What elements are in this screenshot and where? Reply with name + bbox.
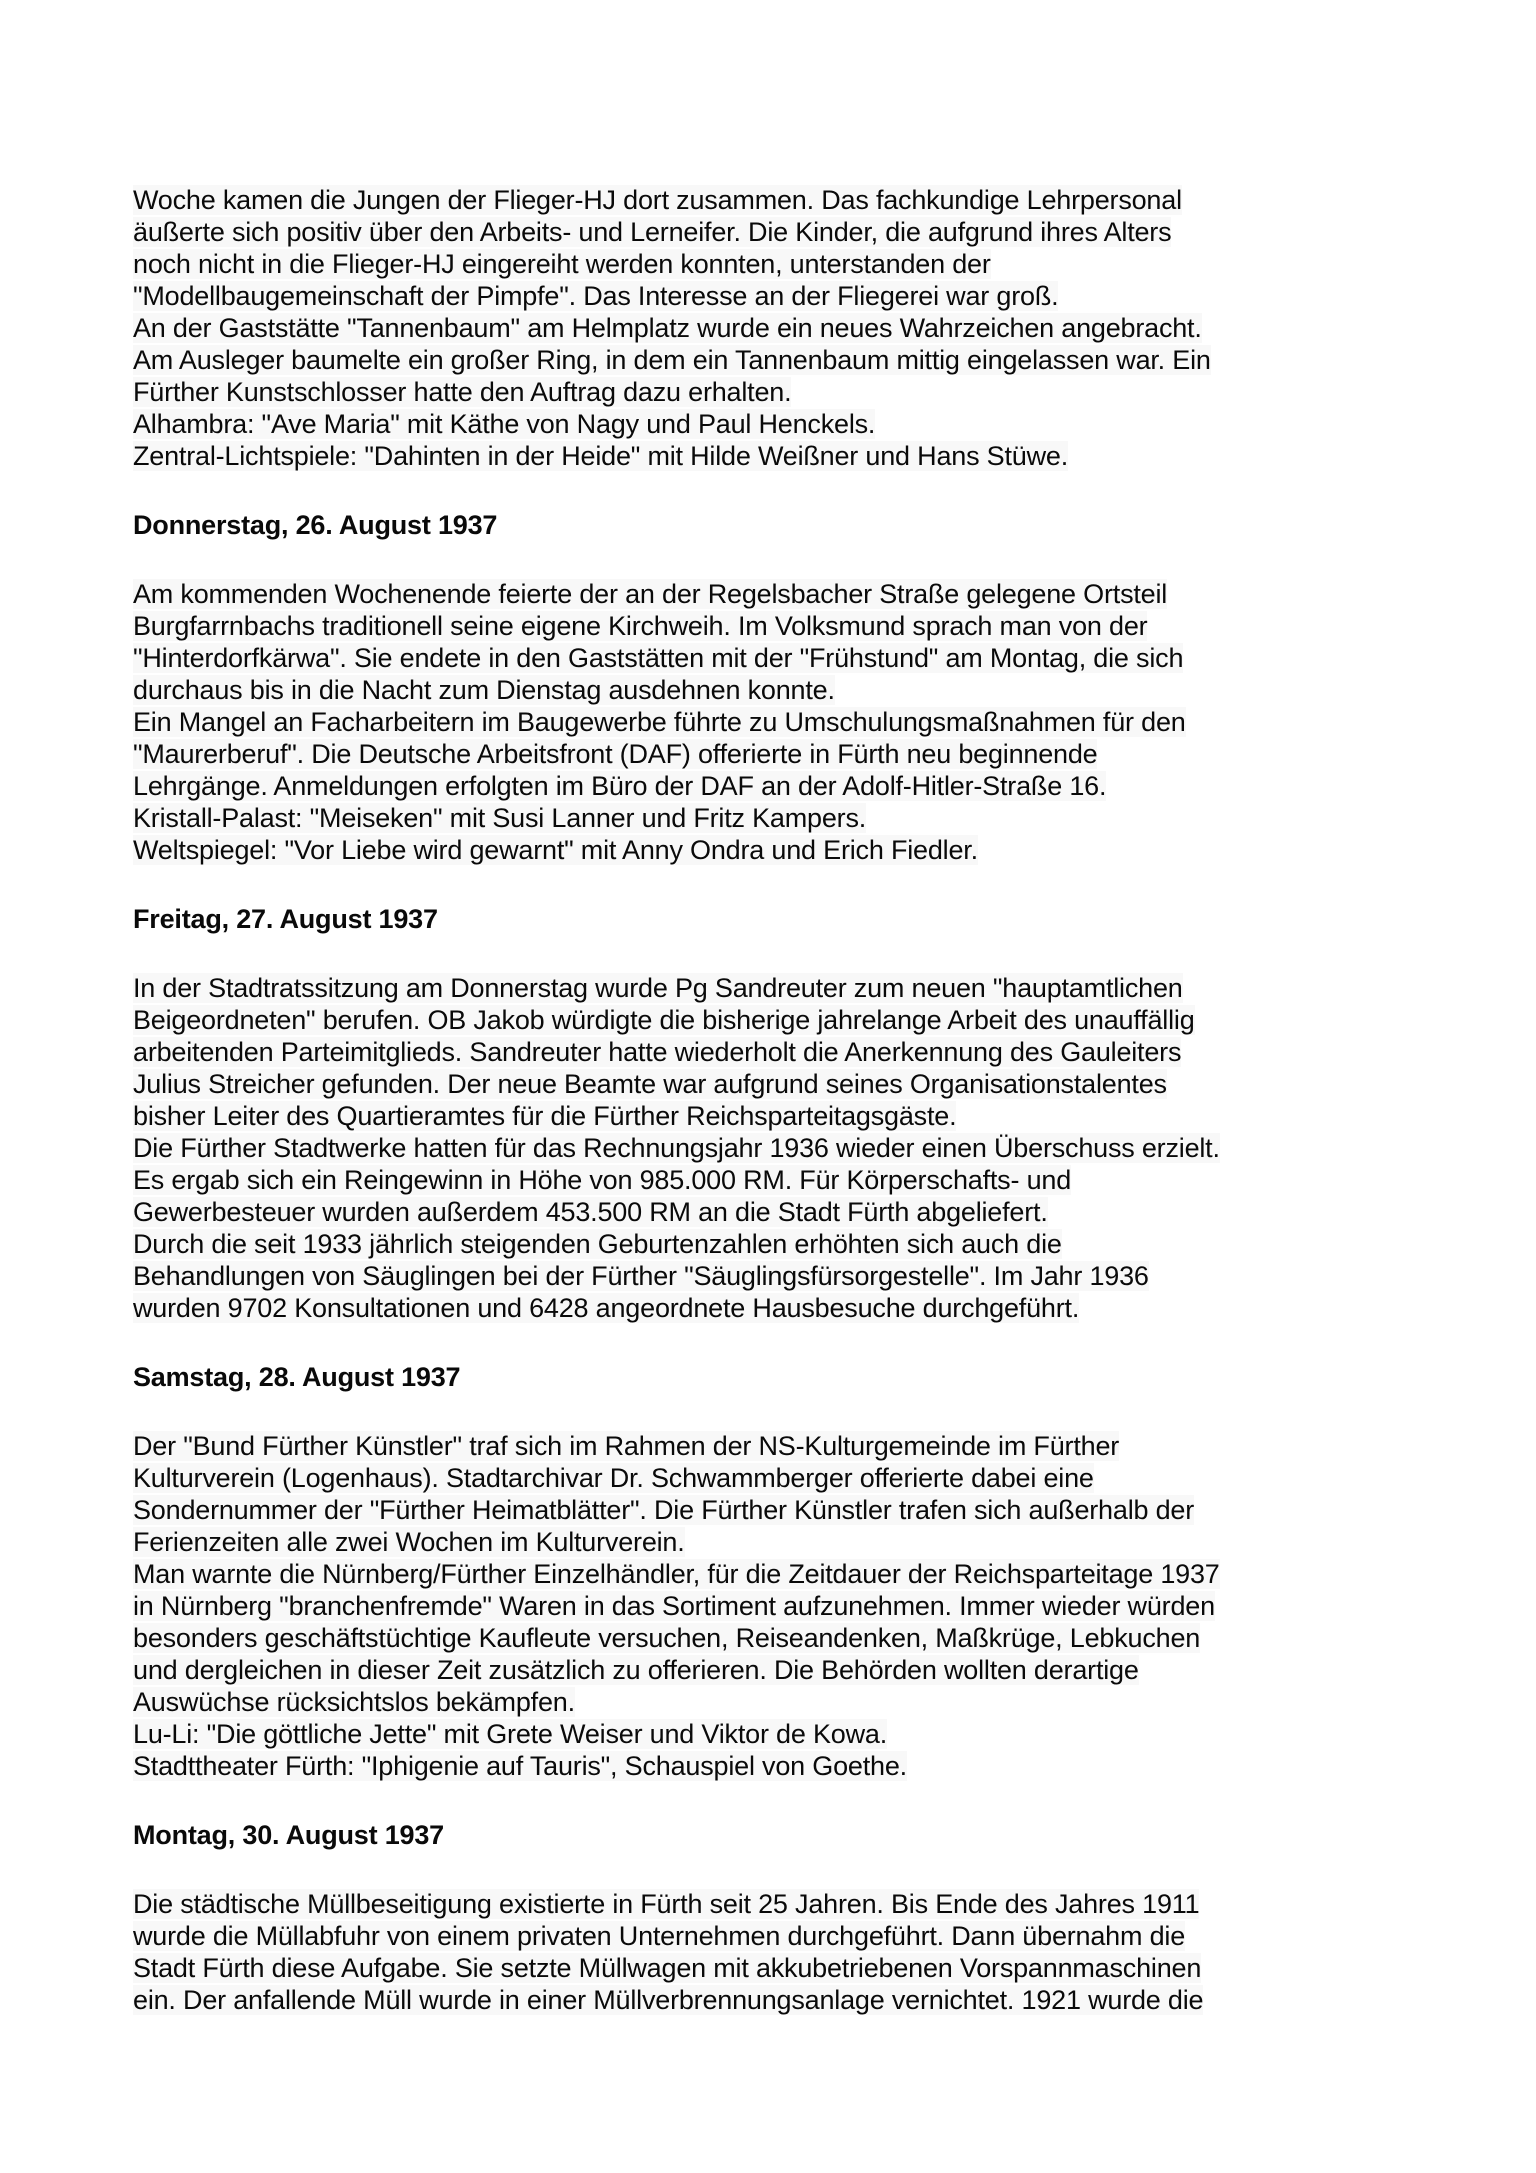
section-heading: Donnerstag, 26. August 1937 (133, 510, 498, 540)
text-line: noch nicht in die Flieger-HJ eingereiht werden konnten, unterstanden der (133, 249, 991, 279)
section-heading: Montag, 30. August 1937 (133, 1820, 444, 1850)
text-line: und dergleichen in dieser Zeit zusätzlich zu offerieren. Die Behörden wollten derartige (133, 1655, 1139, 1685)
section-heading: Samstag, 28. August 1937 (133, 1362, 461, 1392)
text-line: durchaus bis in die Nacht zum Dienstag ausdehnen konnte. (133, 675, 835, 705)
text-line: wurde die Müllabfuhr von einem privaten Unternehmen durchgeführt. Dann übernahm die (133, 1921, 1186, 1951)
text-line: Zentral-Lichtspiele: "Dahinten in der Heide" mit Hilde Weißner und Hans Stüwe. (133, 441, 1069, 471)
text-line: Am kommenden Wochenende feierte der an der Regelsbacher Straße gelegene Ortsteil (133, 579, 1168, 609)
text-line: Am Ausleger baumelte ein großer Ring, in dem ein Tannenbaum mittig eingelassen war. Ein (133, 345, 1211, 375)
text-line: Kulturverein (Logenhaus). Stadtarchivar Dr. Schwammberger offerierte dabei eine (133, 1463, 1094, 1493)
text-line: Es ergab sich ein Reingewinn in Höhe von 985.000 RM. Für Körperschafts- und (133, 1165, 1072, 1195)
text-line: besonders geschäftstüchtige Kaufleute versuchen, Reiseandenken, Maßkrüge, Lebkuchen (133, 1623, 1201, 1653)
text-line: Man warnte die Nürnberg/Fürther Einzelhändler, für die Zeitdauer der Reichsparteitage 1937 (133, 1559, 1220, 1589)
text-line: Lehrgänge. Anmeldungen erfolgten im Büro der DAF an der Adolf-Hitler-Straße 16. (133, 771, 1107, 801)
section-donnerstag-26-august-1937 (133, 509, 1436, 866)
text-line: Der "Bund Fürther Künstler" traf sich im Rahmen der NS-Kulturgemeinde im Fürther (133, 1431, 1120, 1461)
section-paragraph (133, 1430, 1436, 1782)
text-line: Durch die seit 1933 jährlich steigenden Geburtenzahlen erhöhten sich auch die (133, 1229, 1062, 1259)
text-line: Stadt Fürth diese Aufgabe. Sie setzte Müllwagen mit akkubetriebenen Vorspannmaschinen (133, 1953, 1202, 1983)
text-line: "Hinterdorfkärwa". Sie endete in den Gaststätten mit der "Frühstund" am Montag, die sich (133, 643, 1184, 673)
text-line: äußerte sich positiv über den Arbeits- und Lerneifer. Die Kinder, die aufgrund ihres Alters (133, 217, 1172, 247)
text-line: Ein Mangel an Facharbeitern im Baugewerbe führte zu Umschulungsmaßnahmen für den (133, 707, 1186, 737)
text-line: wurden 9702 Konsultationen und 6428 angeordnete Hausbesuche durchgeführt. (133, 1293, 1080, 1323)
text-line: arbeitenden Parteimitglieds. Sandreuter hatte wiederholt die Anerkennung des Gauleiters (133, 1037, 1182, 1067)
intro-paragraph (133, 184, 1436, 472)
text-line: Kristall-Palast: "Meiseken" mit Susi Lanner und Fritz Kampers. (133, 803, 867, 833)
section-heading: Freitag, 27. August 1937 (133, 904, 438, 934)
text-line: Ferienzeiten alle zwei Wochen im Kulturverein. (133, 1527, 685, 1557)
section-paragraph (133, 972, 1436, 1324)
text-line: bisher Leiter des Quartieramtes für die Fürther Reichsparteitagsgäste. (133, 1101, 957, 1131)
text-line: "Maurerberuf". Die Deutsche Arbeitsfront (DAF) offerierte in Fürth neu beginnende (133, 739, 1098, 769)
text-line: Woche kamen die Jungen der Flieger-HJ dort zusammen. Das fachkundige Lehrpersonal (133, 185, 1182, 215)
section-paragraph (133, 578, 1436, 866)
text-line: Alhambra: "Ave Maria" mit Käthe von Nagy und Paul Henckels. (133, 409, 876, 439)
text-line: Auswüchse rücksichtslos bekämpfen. (133, 1687, 575, 1717)
text-line: An der Gaststätte "Tannenbaum" am Helmplatz wurde ein neues Wahrzeichen angebracht. (133, 313, 1202, 343)
text-line: "Modellbaugemeinschaft der Pimpfe". Das Interesse an der Fliegerei war groß. (133, 281, 1059, 311)
text-line: Stadttheater Fürth: "Iphigenie auf Tauris", Schauspiel von Goethe. (133, 1751, 907, 1781)
text-line: Behandlungen von Säuglingen bei der Fürther "Säuglingsfürsorgestelle". Im Jahr 1936 (133, 1261, 1149, 1291)
text-line: Gewerbesteuer wurden außerdem 453.500 RM an die Stadt Fürth abgeliefert. (133, 1197, 1048, 1227)
section-paragraph (133, 1888, 1436, 2016)
section-montag-30-august-1937 (133, 1819, 1436, 2016)
text-line: Burgfarrnbachs traditionell seine eigene Kirchweih. Im Volksmund sprach man von der (133, 611, 1148, 641)
text-line: Sondernummer der "Fürther Heimatblätter". Die Fürther Künstler trafen sich außerhalb der (133, 1495, 1195, 1525)
text-line: Lu-Li: "Die göttliche Jette" mit Grete Weiser und Viktor de Kowa. (133, 1719, 888, 1749)
text-line: ein. Der anfallende Müll wurde in einer Müllverbrennungsanlage vernichtet. 1921 wurde die (133, 1985, 1204, 2015)
text-line: in Nürnberg "branchenfremde" Waren in das Sortiment aufzunehmen. Immer wieder würden (133, 1591, 1215, 1621)
text-line: Julius Streicher gefunden. Der neue Beamte war aufgrund seines Organisationstalentes (133, 1069, 1167, 1099)
section-samstag-28-august-1937 (133, 1361, 1436, 1782)
text-line: Beigeordneten" berufen. OB Jakob würdigte die bisherige jahrelange Arbeit des unauffällig (133, 1005, 1195, 1035)
section-freitag-27-august-1937 (133, 903, 1436, 1324)
text-line: Die städtische Müllbeseitigung existierte in Fürth seit 25 Jahren. Bis Ende des Jahres 1911 (133, 1889, 1200, 1919)
text-line: In der Stadtratssitzung am Donnerstag wurde Pg Sandreuter zum neuen "hauptamtlichen (133, 973, 1183, 1003)
text-line: Weltspiegel: "Vor Liebe wird gewarnt" mit Anny Ondra und Erich Fiedler. (133, 835, 978, 865)
text-line: Die Fürther Stadtwerke hatten für das Rechnungsjahr 1936 wieder einen Überschuss erzielt. (133, 1133, 1220, 1163)
text-line: Fürther Kunstschlosser hatte den Auftrag dazu erhalten. (133, 377, 792, 407)
